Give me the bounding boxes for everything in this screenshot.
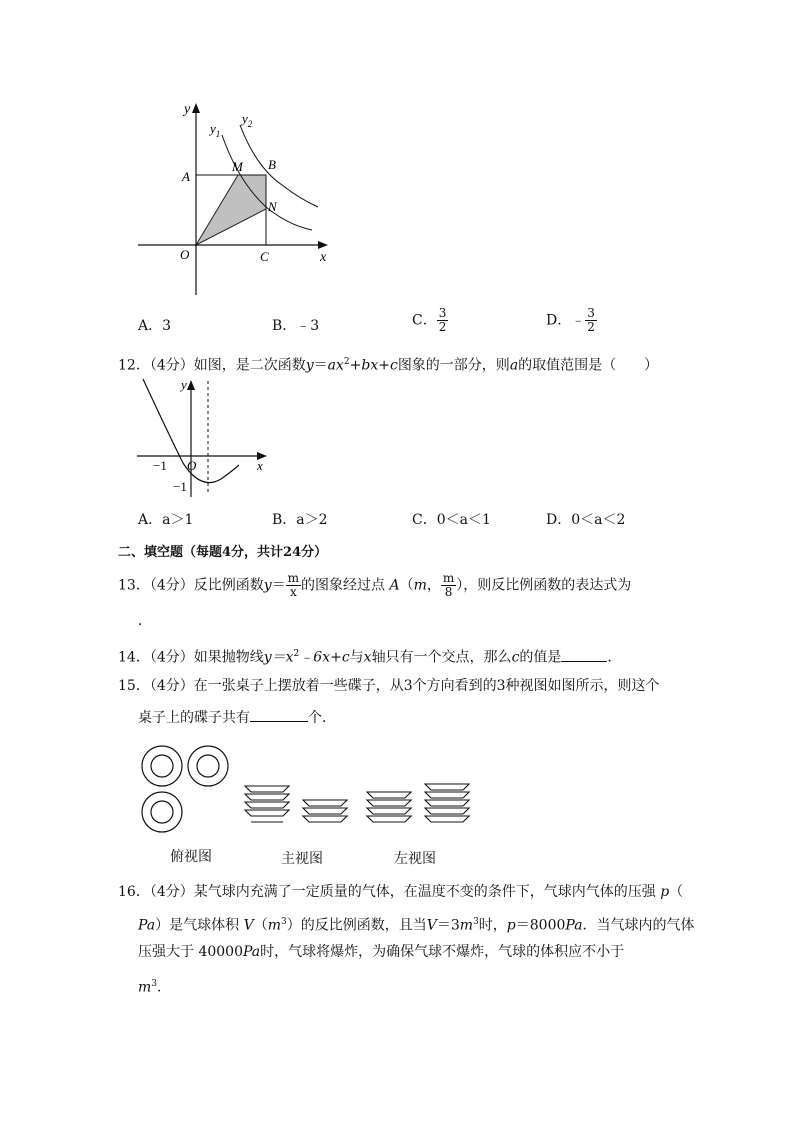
q12-figure [135, 375, 275, 500]
q16-pa3: Pa [243, 944, 261, 960]
q12-option-c[interactable]: C．0＜a＜1 [412, 512, 491, 528]
label-M: M [232, 159, 243, 174]
q16-line4 [138, 974, 171, 998]
q13-eq: ＝ [271, 577, 286, 594]
q16-line3 [138, 942, 624, 962]
label-y: y [184, 102, 191, 117]
q16-l4-exp: 3 [151, 979, 158, 989]
q14-end: ． [607, 649, 622, 666]
q14-x: x [363, 649, 372, 666]
q16-pa2: Pa [565, 917, 583, 934]
q16-l2-a: ）是气球体积 [155, 917, 240, 934]
q14-c: c [511, 649, 520, 666]
top-view-plate-3 [142, 792, 182, 832]
label-y1: $y_1$ [210, 121, 221, 139]
q11-option-b[interactable]: B．﹣3 [272, 318, 320, 334]
q13-m: m [413, 577, 427, 594]
q11-option-d[interactable] [546, 307, 597, 334]
q13-prefix: 13．（4分）反比例函数 [118, 577, 264, 594]
x-axis-arrow [318, 241, 328, 249]
q13-end: ． [138, 613, 152, 629]
q16-line1 [118, 882, 683, 902]
q12-exp: 2 [343, 357, 350, 367]
q13-point-A: A [389, 577, 400, 594]
label-minus1-y: −1 [173, 479, 187, 494]
q16-m-b: m [459, 917, 474, 934]
q13-point-fraction [441, 572, 456, 599]
q11-option-d-prefix: D．﹣ [546, 312, 586, 329]
q15-line1: 15．（4分）在一张桌子上摆放着一些碟子，从3个方向看到的3种视图如图所示，则这个 [118, 678, 660, 694]
q15-views [135, 740, 480, 835]
q13-comma: ， [426, 577, 441, 594]
q16-l4-m: m [138, 979, 152, 996]
q15-answer-blank[interactable] [250, 707, 308, 722]
q16-l2-f: ＝8000 [515, 917, 566, 934]
label-N: N [268, 199, 277, 214]
q13-paren-open: （ [399, 577, 414, 594]
left-view-stack-right [425, 784, 469, 822]
q13-fraction [286, 572, 301, 599]
q15-line2 [138, 707, 336, 728]
left-view-stack-left [367, 792, 411, 822]
label-x: x [320, 250, 327, 265]
q16-line2 [138, 912, 695, 936]
q14-prefix: 14．（4分）如果抛物线 [118, 649, 264, 666]
front-view-stack-right [303, 800, 347, 822]
q14-answer-blank[interactable] [561, 647, 607, 662]
q16-l2-b: （ [253, 917, 268, 934]
q12-y: y [305, 357, 314, 374]
y-axis-arrow [192, 103, 200, 113]
q13-y: y [263, 577, 272, 594]
shaded-region [196, 175, 266, 245]
q12-question [118, 352, 658, 376]
q16-l3-pre: 压强大于 40000 [138, 944, 243, 960]
frac-num: 3 [438, 306, 447, 320]
q11-option-c[interactable] [412, 307, 448, 334]
frac-den: 2 [438, 320, 447, 334]
label-A: A [182, 169, 190, 184]
label-B: B [268, 157, 276, 172]
q13-question [118, 572, 631, 599]
front-view-stack-left [245, 786, 289, 822]
label-O: O [187, 458, 197, 473]
label-minus1-x: −1 [153, 458, 167, 473]
q14-mid2: 轴只有一个交点，那么 [371, 649, 512, 666]
q14-tail: 的值是 [519, 649, 562, 666]
q16-V2: V [426, 917, 437, 934]
q16-pa: Pa [138, 917, 156, 934]
q14-exp: 2 [293, 649, 300, 659]
top-view-plate-1 [142, 746, 182, 786]
frac-den: x [289, 585, 297, 599]
q12-ax: ax [327, 357, 344, 374]
q15-line2-pre: 桌子上的碟子共有 [138, 710, 250, 726]
label-y: y [181, 377, 187, 392]
q11-option-a[interactable]: A．3 [138, 318, 172, 334]
q16-l1-pre: 16．（4分）某气球内充满了一定质量的气体，在温度不变的条件下，气球内气体的压强 [118, 884, 656, 900]
q15-view-left-label: 左视图 [394, 851, 436, 867]
frac-num: m [287, 571, 300, 585]
q12-eq: ＝ [313, 357, 328, 374]
section-title: 二、填空题（每题4分，共计24分） [118, 545, 328, 560]
top-view-plate-2 [188, 746, 228, 786]
q14-formula: y＝x [263, 649, 294, 666]
q14-formula2: ﹣6x+c [299, 649, 350, 666]
frac-den: 8 [444, 585, 453, 599]
q12-var-a: a [509, 357, 519, 374]
y-axis-arrow [187, 380, 195, 390]
q11-option-c-fraction [437, 307, 449, 334]
q13-paren-close: ） [456, 577, 464, 594]
q16-V: V [243, 917, 254, 934]
q13-mid: 的图象经过点 [301, 577, 386, 594]
q12-prefix: 12．（4分）如图，是二次函数 [118, 357, 306, 374]
label-O: O [180, 247, 190, 262]
q16-l3-post: 时，气球将爆炸，为确保气球不爆炸，气球的体积应不小于 [260, 944, 625, 960]
q12-option-a[interactable]: A．a＞1 [138, 512, 194, 528]
label-y2: $y_2$ [242, 111, 253, 129]
q16-m: m [267, 917, 281, 934]
frac-den: 2 [587, 320, 595, 334]
frac-num: m [442, 571, 455, 585]
label-x: x [257, 458, 263, 473]
q12-option-d[interactable]: D．0＜a＜2 [546, 512, 626, 528]
q13-tail: ，则反比例函数的表达式为 [463, 577, 632, 594]
q12-tail: 图象的一部分，则 [397, 357, 510, 374]
q16-exp-b: 3 [473, 917, 479, 927]
q16-l2-g: ．当气球内的气体 [582, 917, 695, 934]
q16-p: p [660, 884, 670, 900]
q11-option-d-fraction [585, 307, 597, 334]
frac-num: 3 [587, 306, 595, 320]
q12-tail2: 的取值范围是（ ） [518, 357, 659, 374]
q16-p2: p [506, 917, 516, 934]
q14-mid: 与 [349, 649, 364, 666]
q16-l1-end: （ [669, 884, 684, 900]
q16-l2-c: ）的反比例函数，且当 [286, 917, 427, 934]
q16-l4-end: ． [157, 979, 172, 996]
q15-view-top-label: 俯视图 [170, 849, 212, 865]
q12-option-b[interactable]: B．a＞2 [272, 512, 328, 528]
q15-line2-end: 个． [308, 710, 336, 726]
q16-exp: 3 [281, 917, 287, 927]
q16-l2-e: 时， [478, 917, 507, 934]
q12-rest: +bx+c [349, 357, 398, 374]
q11-figure [130, 95, 340, 300]
q11-option-c-prefix: C． [412, 312, 437, 329]
q15-view-front-label: 主视图 [281, 851, 323, 867]
q14-question [118, 644, 621, 668]
q16-l2-d: ＝3 [436, 917, 460, 934]
label-C: C [260, 249, 269, 264]
